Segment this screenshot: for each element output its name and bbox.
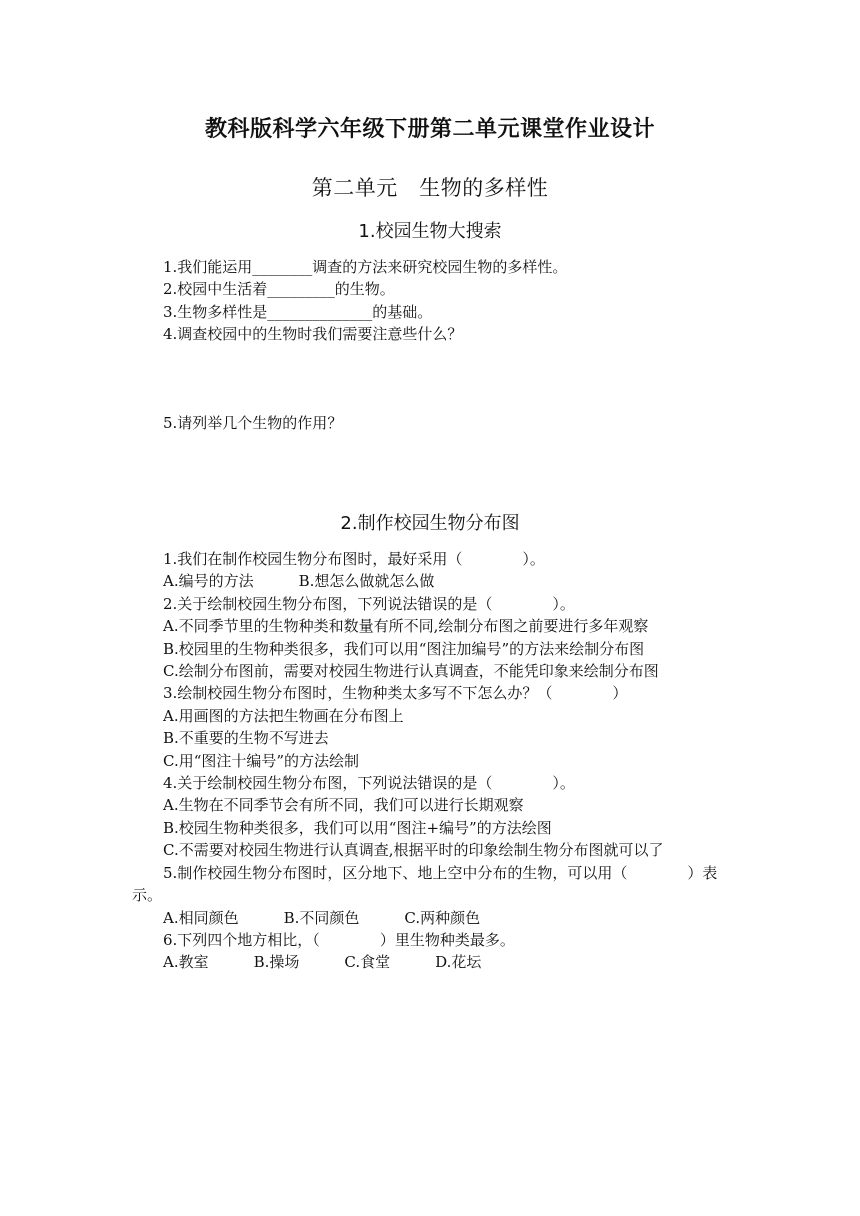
section-1-questions <box>132 256 730 434</box>
question-line: 1.我们能运用________调查的方法来研究校园生物的多样性。 <box>163 258 568 276</box>
question-line: 4.关于绘制校园生物分布图，下列说法错误的是（ ）。 <box>163 774 575 793</box>
question-line: 5.请列举几个生物的作用？ <box>163 413 343 432</box>
section-2-title: 2.制作校园生物分布图 <box>340 513 520 534</box>
answer-space <box>132 346 730 412</box>
question-line: 3.生物多样性是______________的基础。 <box>163 302 433 321</box>
question-line: 6.下列四个地方相比，（ ）里生物种类最多。 <box>163 930 515 949</box>
option-line: B.不重要的生物不写进去 <box>163 729 329 748</box>
option-line: A.生物在不同季节会有所不同，我们可以进行长期观察 <box>163 796 524 815</box>
option-line: A.用画图的方法把生物画在分布图上 <box>163 706 404 725</box>
question-line: 3.绘制校园生物分布图时，生物种类太多写不下怎么办？（ ） <box>163 684 628 703</box>
question-line: 2.校园中生活着_________的生物。 <box>163 280 395 299</box>
question-line: 1.我们在制作校园生物分布图时，最好采用（ ）。 <box>163 550 545 568</box>
option-line: B.校园里的生物种类很多，我们可以用“图注加编号”的方法来绘制分布图 <box>163 639 645 658</box>
option-line: C.不需要对校园生物进行认真调查,根据平时的印象绘制生物分布图就可以了 <box>163 841 664 860</box>
option-line: A.教室 B.操场 C.食堂 D.花坛 <box>163 953 482 972</box>
section-2-questions <box>132 548 730 974</box>
document-title: 教科版科学六年级下册第二单元课堂作业设计 <box>204 117 655 142</box>
option-line: A.相同颜色 B.不同颜色 C.两种颜色 <box>163 908 481 927</box>
option-line: B.校园生物种类很多，我们可以用“图注+编号”的方法绘图 <box>163 818 552 837</box>
section-1-title: 1.校园生物大搜索 <box>358 221 502 242</box>
option-line: A.不同季节里的生物种类和数量有所不同,绘制分布图之前要进行多年观察 <box>163 617 649 636</box>
option-line: A.编号的方法 B.想怎么做就怎么做 <box>163 572 435 591</box>
unit-title: 第二单元 生物的多样性 <box>311 176 549 200</box>
question-line: 2.关于绘制校园生物分布图，下列说法错误的是（ ）。 <box>163 594 575 613</box>
question-line: 4.调查校园中的生物时我们需要注意些什么？ <box>163 325 463 344</box>
option-line: C.用“图注十编号”的方法绘制 <box>163 751 360 770</box>
option-line: C.绘制分布图前，需要对校园生物进行认真调查，不能凭印象来绘制分布图 <box>163 662 659 681</box>
question-line: 5.制作校园生物分布图时，区分地下、地上空中分布的生物，可以用（ ）表示。 <box>132 863 718 905</box>
